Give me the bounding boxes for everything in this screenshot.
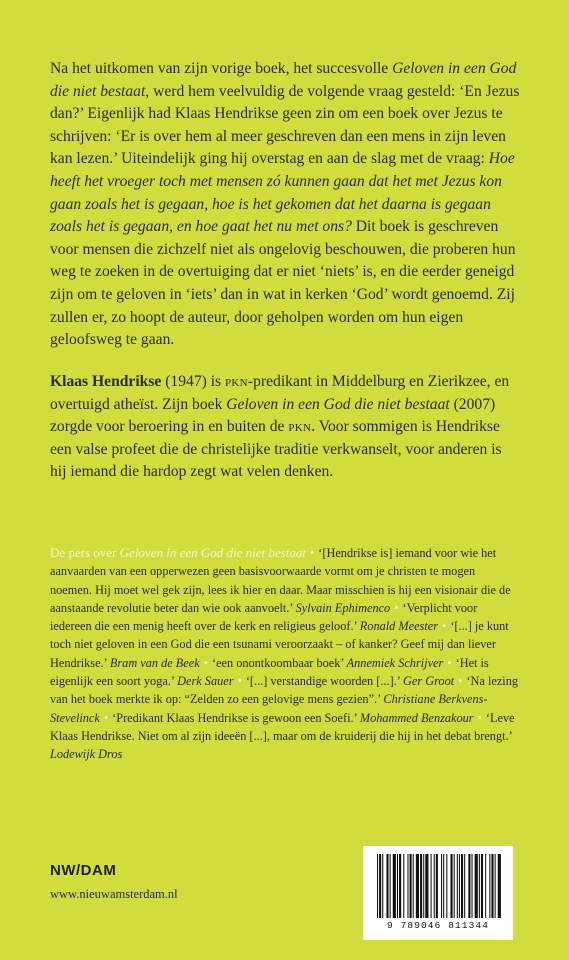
press-quote: ‘[Hendrikse is] iemand voor wie het aanvaarden van een opperwezen geen basisvoorwaarde vormt om je christen te mogen noemen. Hij moet wel gek zijn, lees ik hier en daar. Maar misschien is hij een visionair die de aanstaande revolutie beter dan wie ook aanvoelt.’ — [50, 546, 511, 615]
press-quote: ‘Predikant Klaas Hendrikse is gewoon een Soefi.’ — [112, 710, 360, 725]
press-quote: ‘[...] je kunt toch niet geloven in een God die een tsunami veroorzaakt – of kanker? Geef mij dan liever Hendrikse.’ — [50, 619, 509, 670]
press-quote: ‘Na lezing van het boek merkte ik op: “Zelden zo een gelovige mens gezien”.’ — [50, 674, 519, 707]
barcode-bar — [413, 854, 414, 918]
bio-part: . Voor sommigen is Hendrikse een valse profeet die de christelijke traditie verkwanselt, voor anderen is hij iemand die hardop zegt wat velen denken. — [50, 418, 502, 481]
barcode-bar — [434, 854, 435, 918]
press-author: Ronald Meester — [359, 619, 438, 634]
barcode-bar — [416, 854, 419, 918]
barcode-bar — [459, 854, 460, 918]
bio-paragraph — [50, 371, 520, 484]
blurb-part: Dit boek is geschreven voor mensen die zichzelf niet als ongelovig beschouwen, die proberen hun weg te zoeken in de overtuiging dat er niet ‘niets’ is, en die eerder geneigd zijn om te geloven in ‘iets’ dan in wat in kerken ‘God’ wordt genoemd. Zij zullen er, zo hoopt de auteur, door geholpen worden om hun eigen geloofsweg te gaan. — [50, 218, 516, 349]
blurb-paragraph — [50, 58, 520, 352]
blurb-question: Hoe heeft het vroeger toch met mensen zó kunnen gaan dat het met Jezus kon gaan zoals het is gegaan, hoe is het gekomen dat het daarna is gegaan zoals het is gegaan, en hoe gaat het nu met ons? — [50, 150, 515, 236]
barcode-bar — [431, 854, 432, 918]
press-author: Bram van de Beek — [109, 655, 200, 670]
blurb-book-title: Geloven in een God die niet bestaat — [50, 60, 517, 100]
barcode-bar — [491, 854, 493, 918]
barcode-bars — [373, 854, 503, 918]
barcode-bar — [472, 854, 473, 918]
bio-part: (1947) is — [161, 373, 226, 390]
press-paragraph — [50, 544, 520, 764]
barcode-bar — [457, 854, 458, 918]
author-name: Klaas Hendrikse — [50, 373, 162, 390]
press-quote: ‘een onontkoombaar boek’ — [211, 655, 347, 670]
bullet-icon: • — [103, 710, 109, 725]
press-label-title: Geloven in een God die niet bestaat — [119, 545, 306, 560]
barcode-bar — [393, 854, 396, 918]
bullet-icon: • — [442, 619, 447, 634]
barcode-bar — [423, 854, 424, 918]
barcode-bar — [443, 854, 444, 918]
barcode-bar — [399, 854, 401, 918]
press-author: Ger Groot — [403, 674, 455, 689]
bullet-icon: • — [458, 674, 463, 689]
press-author: Derk Sauer — [177, 674, 234, 689]
press-author: Christiane Berkvens-Stevelinck — [50, 692, 488, 725]
barcode-bar — [377, 854, 378, 918]
barcode-bar — [410, 854, 412, 918]
barcode-bar — [489, 854, 490, 918]
press-quote: ‘Verplicht voor iedereen die een menig heeft over de kerk en religieus geloof.’ — [50, 600, 478, 634]
barcode-bar — [407, 854, 408, 918]
blurb-part: Na het uitkomen van zijn vorige boek, het succesvolle — [50, 60, 393, 77]
barcode-bar — [446, 854, 447, 918]
pkn-abbr: pkn — [225, 373, 248, 390]
barcode-bar — [468, 854, 470, 918]
barcode-bar — [464, 854, 465, 918]
publisher-url: www.nieuwamsterdam.nl — [50, 887, 178, 901]
bullet-icon: • — [477, 710, 482, 725]
bullet-icon: • — [237, 674, 242, 689]
barcode-bar — [481, 854, 483, 918]
barcode-bar — [379, 854, 381, 918]
barcode-bar — [454, 854, 455, 918]
barcode-bar — [382, 854, 383, 918]
press-label: De pers over — [50, 545, 120, 560]
barcode-bar — [403, 854, 404, 918]
barcode-bar — [390, 854, 391, 918]
press-author: Lodewijk Dros — [50, 747, 123, 762]
bio-part: (2007) zorgde voor beroering in en buiten de — [50, 395, 496, 436]
bio-book-title: Geloven in een God die niet bestaat — [226, 395, 450, 413]
bio-part: -predikant in Middelburg en Zierikzee, en overtuigd atheïst. Zijn boek — [50, 373, 510, 413]
barcode-bar — [498, 854, 501, 918]
barcode-bar — [451, 854, 453, 918]
publisher-logo: NW/DAM — [50, 862, 117, 879]
press-quote: ‘Het is eigenlijk een soort yoga.’ — [50, 655, 489, 689]
press-quotes — [50, 544, 520, 764]
bullet-icon: • — [394, 600, 399, 615]
barcode — [363, 846, 513, 940]
author-bio — [50, 371, 520, 484]
press-author: Mohammed Benzakour — [359, 710, 474, 725]
barcode-bar — [495, 854, 496, 918]
blurb-text — [50, 58, 520, 352]
blurb-part: , werd hem veelvuldig de volgende vraag gesteld: ‘En Jezus dan?’ Eigenlijk had Klaas Hendrikse geen zin om een boek over Jezus te schrijven: ‘Er is over hem al meer geschreven dan een mens in zijn leven kan lezen.’ Uiteindelijk ging hij overstag en aan de slag met de vraag: — [50, 82, 520, 168]
barcode-bar — [397, 854, 398, 918]
barcode-bar — [485, 854, 486, 918]
barcode-bar — [441, 854, 442, 918]
barcode-bar — [436, 854, 438, 918]
barcode-number: 9 789046 811344 — [386, 920, 489, 931]
barcode-bar — [461, 854, 463, 918]
bullet-icon: • — [447, 655, 452, 670]
press-quote: ‘[...] verstandige woorden [...].’ — [245, 674, 404, 689]
barcode-bar — [425, 854, 428, 918]
bullet-icon: • — [309, 546, 315, 560]
barcode-bar — [386, 854, 388, 918]
barcode-bar — [479, 854, 480, 918]
press-author: Sylvain Ephimenco — [295, 600, 391, 615]
barcode-bar — [475, 854, 478, 918]
pkn-abbr: pkn — [288, 418, 312, 436]
press-quote: ‘Leve Klaas Hendrikse. Niet om al zijn ideeën [...], maar om de kruiderij die hij in het debat brengt.’ — [50, 710, 515, 743]
press-author: Annemiek Schrijver — [346, 655, 444, 670]
bullet-icon: • — [203, 655, 208, 670]
barcode-bar — [420, 854, 422, 918]
